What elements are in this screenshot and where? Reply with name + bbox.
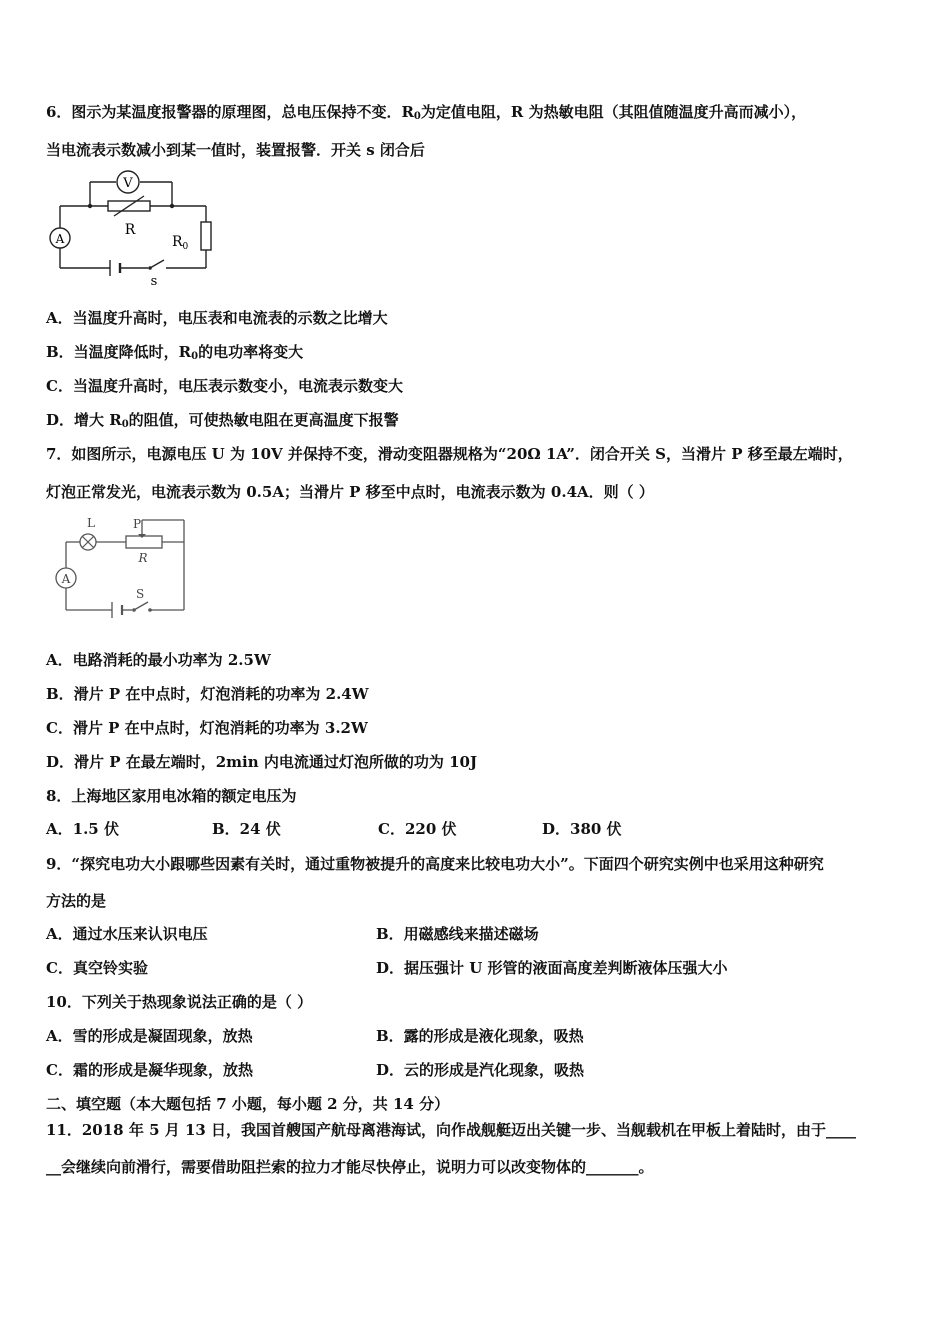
resistor-r0 <box>201 222 211 250</box>
q11-stem-line2: __会继续向前滑行，需要借助阻拦索的拉力才能尽快停止，说明力可以改变物体的_______。 <box>46 1158 654 1176</box>
q9-stem-line2: 方法的是 <box>46 892 107 910</box>
q6-option-c: C．当温度升高时，电压表示数变小，电流表示数变大 <box>46 377 403 395</box>
q10-stem: 10．下列关于热现象说法正确的是（ ） <box>46 993 313 1011</box>
q8-stem: 8．上海地区家用电冰箱的额定电压为 <box>46 787 297 805</box>
q7-option-c: C．滑片 P 在中点时，灯泡消耗的功率为 3.2W <box>46 719 368 737</box>
q9-stem-line1: 9．“探究电功大小跟哪些因素有关时，通过重物被提升的高度来比较电功大小”。下面四个研究实例中也采用这种研究 <box>46 855 824 873</box>
q8-option-b: B．24 伏 <box>212 820 281 838</box>
q6-option-a: A．当温度升高时，电压表和电流表的示数之比增大 <box>46 309 388 327</box>
q7-stem-line1: 7．如图所示，电源电压 U 为 10V 并保持不变，滑动变阻器规格为“20Ω 1A”．闭合开关 S，当滑片 P 移至最左端时， <box>46 445 853 463</box>
q6-stem-line2: 当电流表示数减小到某一值时，装置报警．开关 s 闭合后 <box>46 141 425 159</box>
rheostat-label: R <box>138 551 148 565</box>
q7-option-a: A．电路消耗的最小功率为 2.5W <box>46 651 271 669</box>
q7-circuit-diagram <box>50 512 195 622</box>
q9-option-c: C．真空铃实验 <box>46 959 148 977</box>
q11-stem-line1: 11．2018 年 5 月 13 日，我国首艘国产航母离港海试，向作战舰艇迈出关键一步、当舰载机在甲板上着陆时，由于____ <box>46 1121 857 1139</box>
lamp-label: L <box>87 516 95 530</box>
q9-option-a: A．通过水压来认识电压 <box>46 925 208 943</box>
q10-option-a: A．雪的形成是凝固现象，放热 <box>46 1027 253 1045</box>
section-2-title: 二、填空题（本大题包括 7 小题，每小题 2 分，共 14 分） <box>46 1095 450 1113</box>
ammeter-label: A <box>55 232 65 246</box>
q6-option-b: B．当温度降低时，$R_0$的电功率将变大 <box>46 343 304 362</box>
q6-stem-line1: 6．图示为某温度报警器的原理图，总电压保持不变．$R_0$为定值电阻，R 为热敏电阻（其阻值随温度升高而减小）， <box>46 103 807 122</box>
q7-stem-line2: 灯泡正常发光，电流表示数为 0.5A；当滑片 P 移至中点时，电流表示数为 0.4A．则（ ） <box>46 483 654 501</box>
q10-option-d: D．云的形成是汽化现象，吸热 <box>376 1061 585 1079</box>
q6-circuit-diagram <box>44 168 224 288</box>
q8-option-d: D．380 伏 <box>542 820 622 838</box>
q10-option-b: B．露的形成是液化现象，吸热 <box>376 1027 584 1045</box>
rheostat-r <box>126 536 162 548</box>
q8-option-c: C．220 伏 <box>378 820 457 838</box>
q9-option-d: D．据压强计 U 形管的液面高度差判断液体压强大小 <box>376 959 728 977</box>
q6-option-d: D．增大 $R_0$的阻值，可使热敏电阻在更高温度下报警 <box>46 411 399 430</box>
voltmeter-label: V <box>123 176 133 191</box>
q7-option-d: D．滑片 P 在最左端时，2min 内电流通过灯泡所做的功为 10J <box>46 753 478 771</box>
ammeter-label: A <box>61 572 71 586</box>
q10-option-c: C．霜的形成是凝华现象，放热 <box>46 1061 253 1079</box>
thermistor-label: R <box>124 222 136 238</box>
slider-label: P <box>133 517 142 531</box>
q8-option-a: A．1.5 伏 <box>46 820 119 838</box>
q9-option-b: B．用磁感线来描述磁场 <box>376 925 539 943</box>
switch-label: S <box>136 587 145 601</box>
resistor-r0-label: $R_0$ <box>172 234 189 252</box>
switch-label: s <box>150 274 158 288</box>
q7-option-b: B．滑片 P 在中点时，灯泡消耗的功率为 2.4W <box>46 685 369 703</box>
